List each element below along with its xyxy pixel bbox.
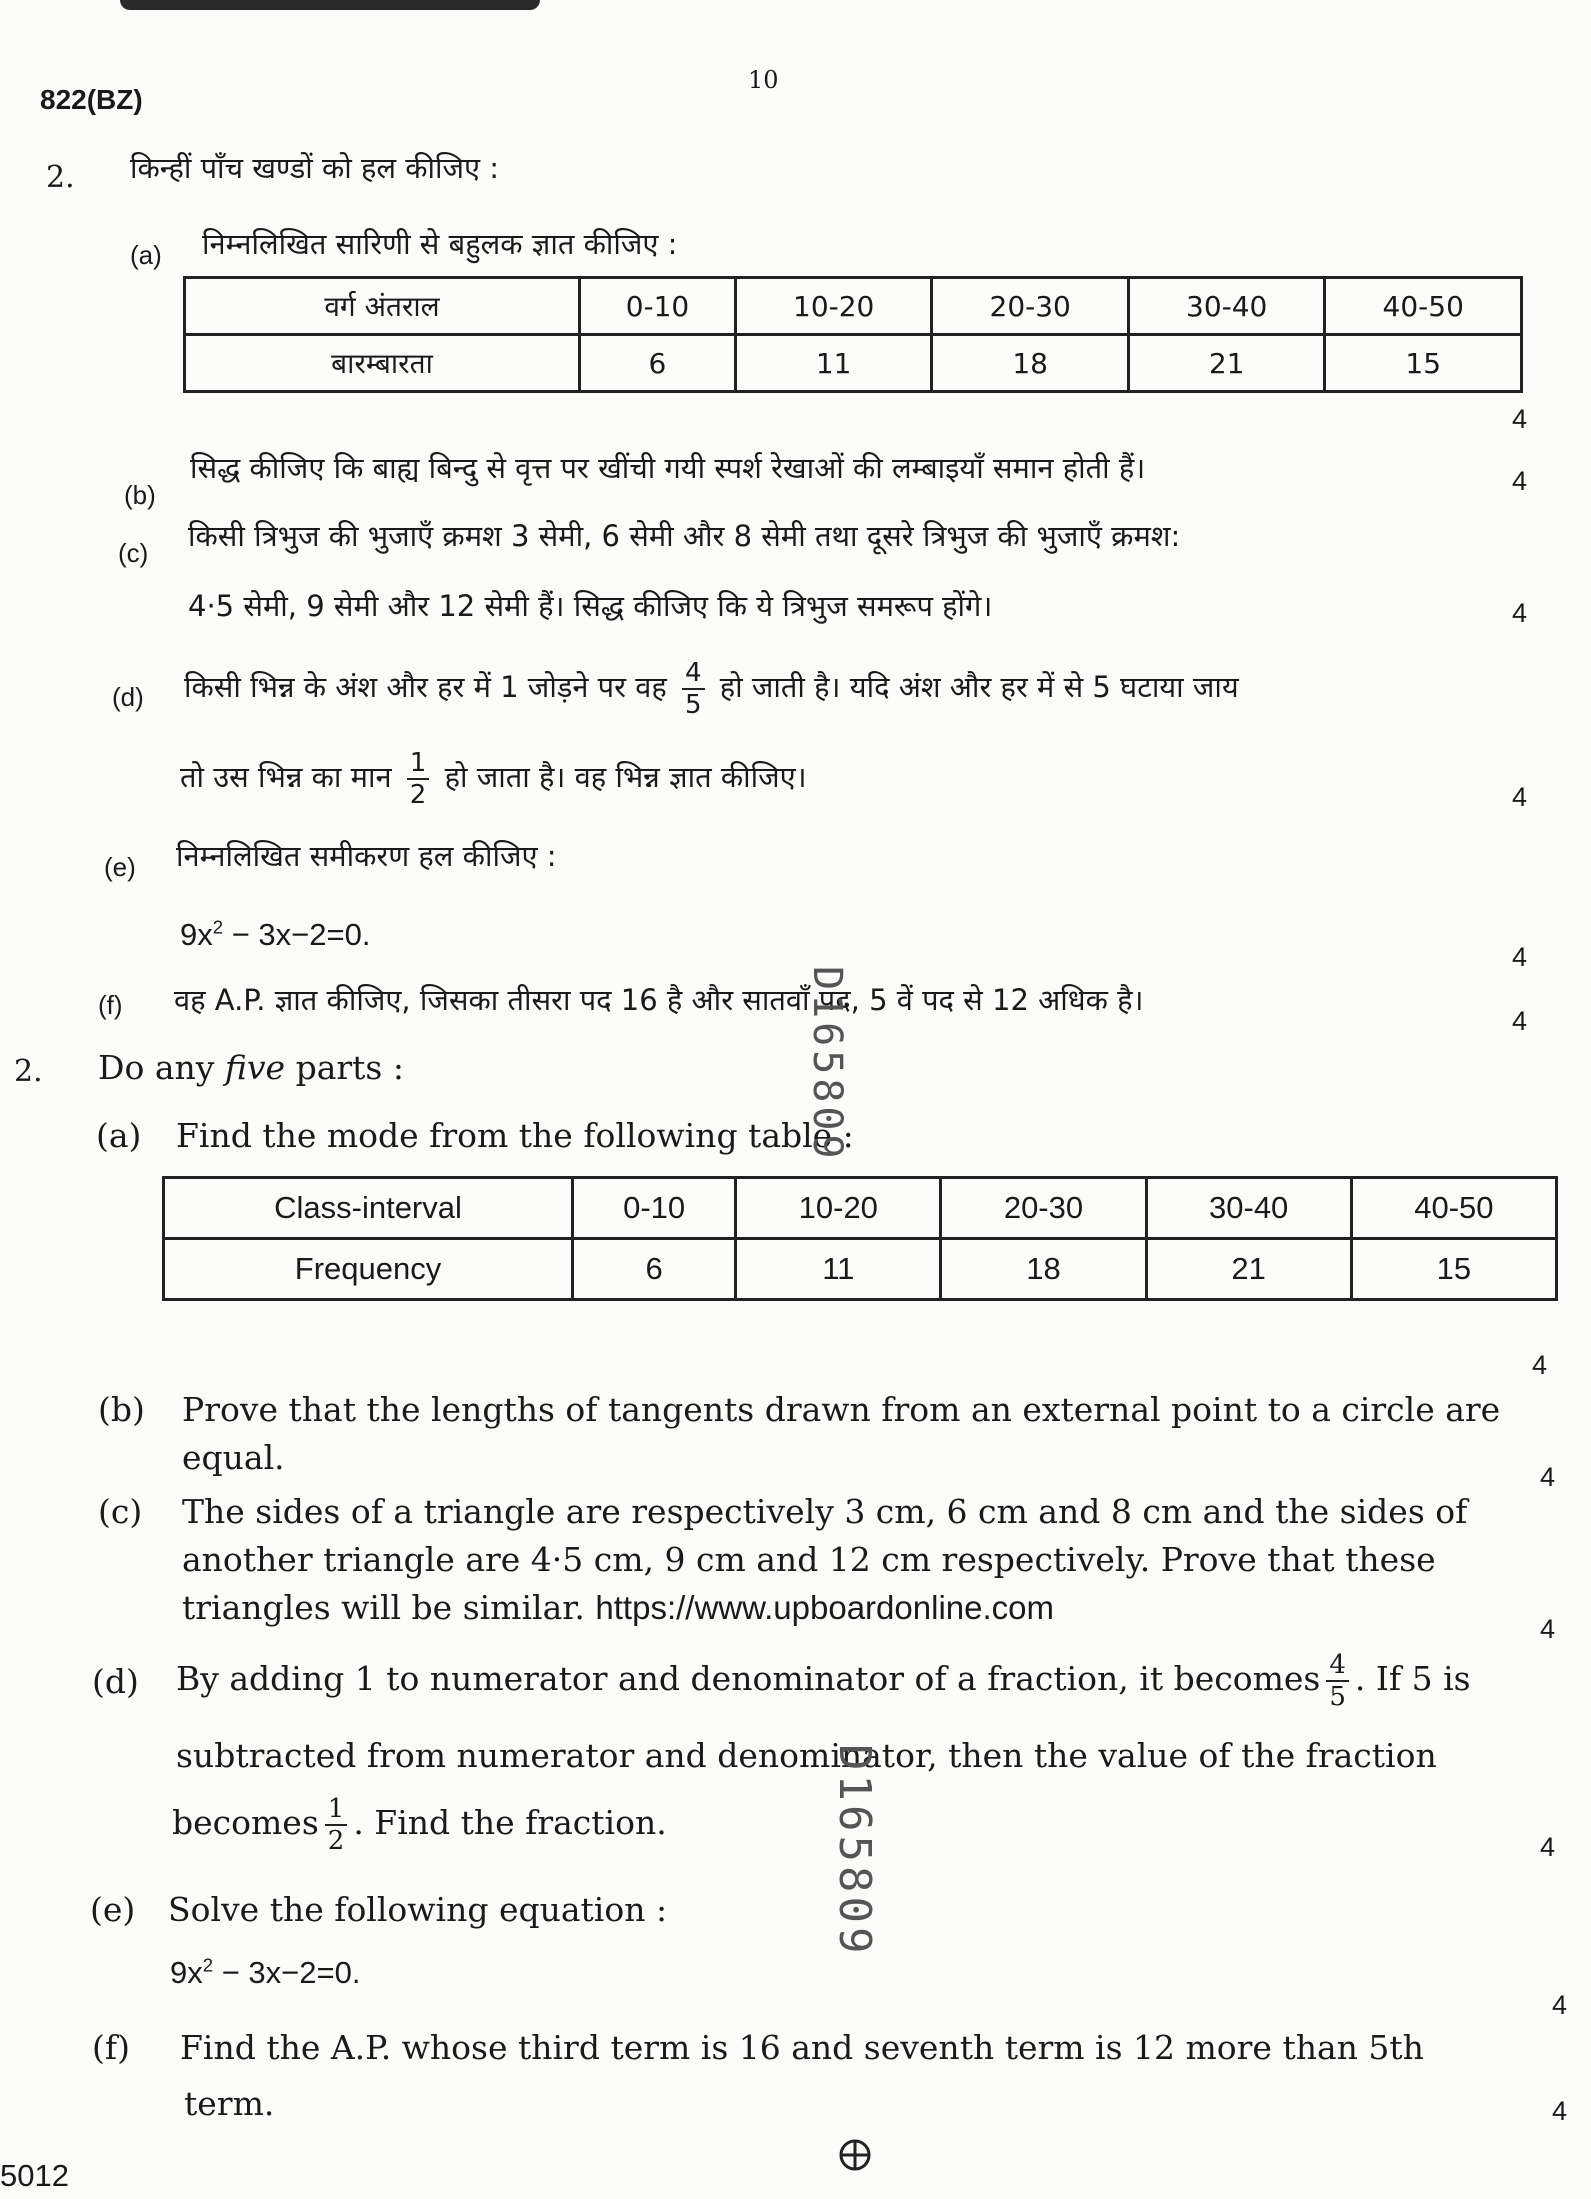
fraction-four-fifths [682, 660, 705, 718]
table-cell: 10-20 [735, 278, 932, 335]
table-cell: 11 [735, 335, 932, 392]
marks: 4 [1512, 1006, 1528, 1036]
eq-part: 9x [180, 917, 213, 952]
table-cell: 0-10 [580, 278, 736, 335]
table-cell: 6 [573, 1239, 736, 1300]
english-part-a-text: Find the mode from the following table : [176, 1116, 854, 1155]
marks: 4 [1540, 1832, 1556, 1862]
hindi-question-number: 2. [46, 160, 75, 195]
hindi-part-c-line2: 4·5 सेमी, 9 सेमी और 12 सेमी हैं। सिद्ध कीजिए कि ये त्रिभुज समरूप होंगे। [188, 589, 993, 623]
table-cell: 40-50 [1325, 278, 1522, 335]
hindi-part-a-text: निम्नलिखित सारिणी से बहुलक ज्ञात कीजिए : [202, 227, 678, 261]
denominator: 5 [684, 690, 702, 720]
table-cell: 6 [580, 335, 736, 392]
exponent: 2 [202, 1954, 214, 1976]
hindi-part-e-text: निम्नलिखित समीकरण हल कीजिए : [176, 839, 557, 873]
denominator: 2 [327, 1826, 345, 1856]
table-cell: 30-40 [1146, 1178, 1351, 1239]
hindi-part-d-line2 [180, 750, 807, 808]
hindi-instruction: किन्हीं पाँच खण्डों को हल कीजिए : [130, 151, 500, 185]
table-row-header: Frequency [164, 1239, 573, 1300]
english-part-d-line2: subtracted from numerator and denominator, then the value of the fraction [176, 1736, 1437, 1775]
website-url-link[interactable]: https://www.upboardonline.com [595, 1589, 1054, 1626]
hindi-part-b-label: (b) [124, 480, 156, 510]
paper-code: 822(BZ) [40, 84, 143, 115]
table-cell: 0-10 [573, 1178, 736, 1239]
hindi-part-f-label: (f) [98, 990, 123, 1020]
marks: 4 [1552, 1990, 1568, 2020]
english-instruction [98, 1044, 404, 1093]
eq-part: − 3x−2=0. [223, 917, 371, 952]
text-segment: triangles will be similar. [182, 1588, 585, 1627]
registration-mark-icon [838, 2138, 872, 2172]
table-row [185, 278, 1522, 335]
hindi-part-e-label: (e) [104, 852, 136, 882]
eq-part: 9x [170, 1955, 203, 1990]
hindi-part-f-text: वह A.P. ज्ञात कीजिए, जिसका तीसरा पद 16 है और सातवाँ पद, 5 वें पद से 12 अधिक है। [174, 983, 1144, 1017]
text-segment: किसी भिन्न के अंश और हर में 1 जोड़ने पर वह [184, 670, 667, 704]
text-segment: parts : [285, 1048, 404, 1087]
text-emphasis: five [224, 1048, 286, 1087]
hindi-part-c-label: (c) [118, 538, 149, 568]
english-question-number: 2. [14, 1054, 43, 1089]
english-part-b-label: (b) [98, 1390, 145, 1429]
marks: 4 [1512, 404, 1528, 434]
page-number: 10 [748, 66, 779, 94]
text-segment: becomes [172, 1803, 319, 1842]
table-cell: 18 [932, 335, 1129, 392]
serial-stamp-upper: D165809 [804, 966, 850, 1163]
fraction-one-half [407, 750, 430, 808]
marks: 4 [1512, 598, 1528, 628]
english-equation [170, 1950, 360, 1996]
eq-part: − 3x−2=0. [213, 1955, 361, 1990]
marks: 4 [1540, 1462, 1556, 1492]
denominator: 2 [409, 780, 427, 810]
text-segment: By adding 1 to numerator and denominator of a fraction, it becomes [176, 1659, 1321, 1698]
denominator: 5 [1329, 1682, 1346, 1712]
numerator: 4 [1326, 1652, 1349, 1682]
table-cell: 10-20 [736, 1178, 941, 1239]
english-part-d-line1 [176, 1652, 1471, 1710]
serial-stamp-lower: D165809 [829, 1744, 880, 1958]
table-cell: 30-40 [1128, 278, 1325, 335]
table-row [185, 335, 1522, 392]
table-cell: 11 [736, 1239, 941, 1300]
table-cell: 15 [1325, 335, 1522, 392]
fraction-one-half [325, 1796, 348, 1854]
numerator: 1 [325, 1796, 348, 1826]
english-part-e-text: Solve the following equation : [168, 1890, 668, 1929]
hindi-part-b-text: सिद्ध कीजिए कि बाह्य बिन्दु से वृत्त पर खींची गयी स्पर्श रेखाओं की लम्बाइयाँ समान होती हैं। [190, 451, 1146, 485]
table-cell: 21 [1128, 335, 1325, 392]
table-cell: 20-30 [932, 278, 1129, 335]
hindi-part-c-line1: किसी त्रिभुज की भुजाएँ क्रमश 3 सेमी, 6 सेमी और 8 सेमी तथा दूसरे त्रिभुज की भुजाएँ क्रमश: [188, 519, 1181, 553]
marks: 4 [1532, 1350, 1548, 1380]
text-segment: हो जाती है। यदि अंश और हर में से 5 घटाया जाय [719, 670, 1239, 704]
english-part-c-label: (c) [98, 1492, 143, 1531]
english-part-c-line3 [182, 1584, 1054, 1633]
marks: 4 [1512, 782, 1528, 812]
table-cell: 18 [941, 1239, 1146, 1300]
numerator: 1 [407, 750, 430, 780]
table-cell: 20-30 [941, 1178, 1146, 1239]
english-part-d-line3 [172, 1796, 667, 1854]
text-segment: . Find the fraction. [353, 1803, 667, 1842]
table-row-header: Class-interval [164, 1178, 573, 1239]
marks: 4 [1540, 1614, 1556, 1644]
marks: 4 [1512, 942, 1528, 972]
hindi-part-d-line1 [184, 660, 1239, 718]
marks: 4 [1552, 2096, 1568, 2126]
text-segment: तो उस भिन्न का मान [180, 760, 392, 794]
marks: 4 [1512, 466, 1528, 496]
table-row [164, 1239, 1557, 1300]
english-part-d-label: (d) [92, 1662, 139, 1701]
table-row-header: वर्ग अंतराल [185, 278, 580, 335]
table-cell: 21 [1146, 1239, 1351, 1300]
text-segment: . If 5 is [1354, 1659, 1471, 1698]
top-edge-shadow [120, 0, 540, 10]
english-part-b-line1: Prove that the lengths of tangents drawn from an external point to a circle are [182, 1390, 1501, 1429]
english-part-f-label: (f) [92, 2028, 130, 2067]
fraction-four-fifths [1326, 1652, 1349, 1710]
english-part-a-label: (a) [96, 1116, 142, 1155]
footer-code: 5012 [0, 2158, 69, 2193]
hindi-part-a-label: (a) [130, 240, 162, 270]
hindi-mode-table [183, 276, 1523, 393]
english-mode-table [162, 1176, 1558, 1301]
english-part-c-line1: The sides of a triangle are respectively 3 cm, 6 cm and 8 cm and the sides of [182, 1492, 1468, 1531]
english-part-f-line2: term. [184, 2084, 275, 2123]
table-row [164, 1178, 1557, 1239]
exponent: 2 [212, 916, 224, 938]
numerator: 4 [682, 660, 705, 690]
text-segment: हो जाता है। वह भिन्न ज्ञात कीजिए। [444, 760, 807, 794]
english-part-e-label: (e) [90, 1890, 136, 1929]
hindi-part-d-label: (d) [112, 682, 144, 712]
hindi-equation [180, 912, 370, 958]
english-part-f-line1: Find the A.P. whose third term is 16 and seventh term is 12 more than 5th [180, 2028, 1424, 2067]
table-row-header: बारम्बारता [185, 335, 580, 392]
english-part-c-line2: another triangle are 4·5 cm, 9 cm and 12 cm respectively. Prove that these [182, 1540, 1436, 1579]
table-cell: 40-50 [1351, 1178, 1556, 1239]
table-cell: 15 [1351, 1239, 1556, 1300]
text-segment: Do any [98, 1048, 225, 1087]
english-part-b-line2: equal. [182, 1438, 285, 1477]
